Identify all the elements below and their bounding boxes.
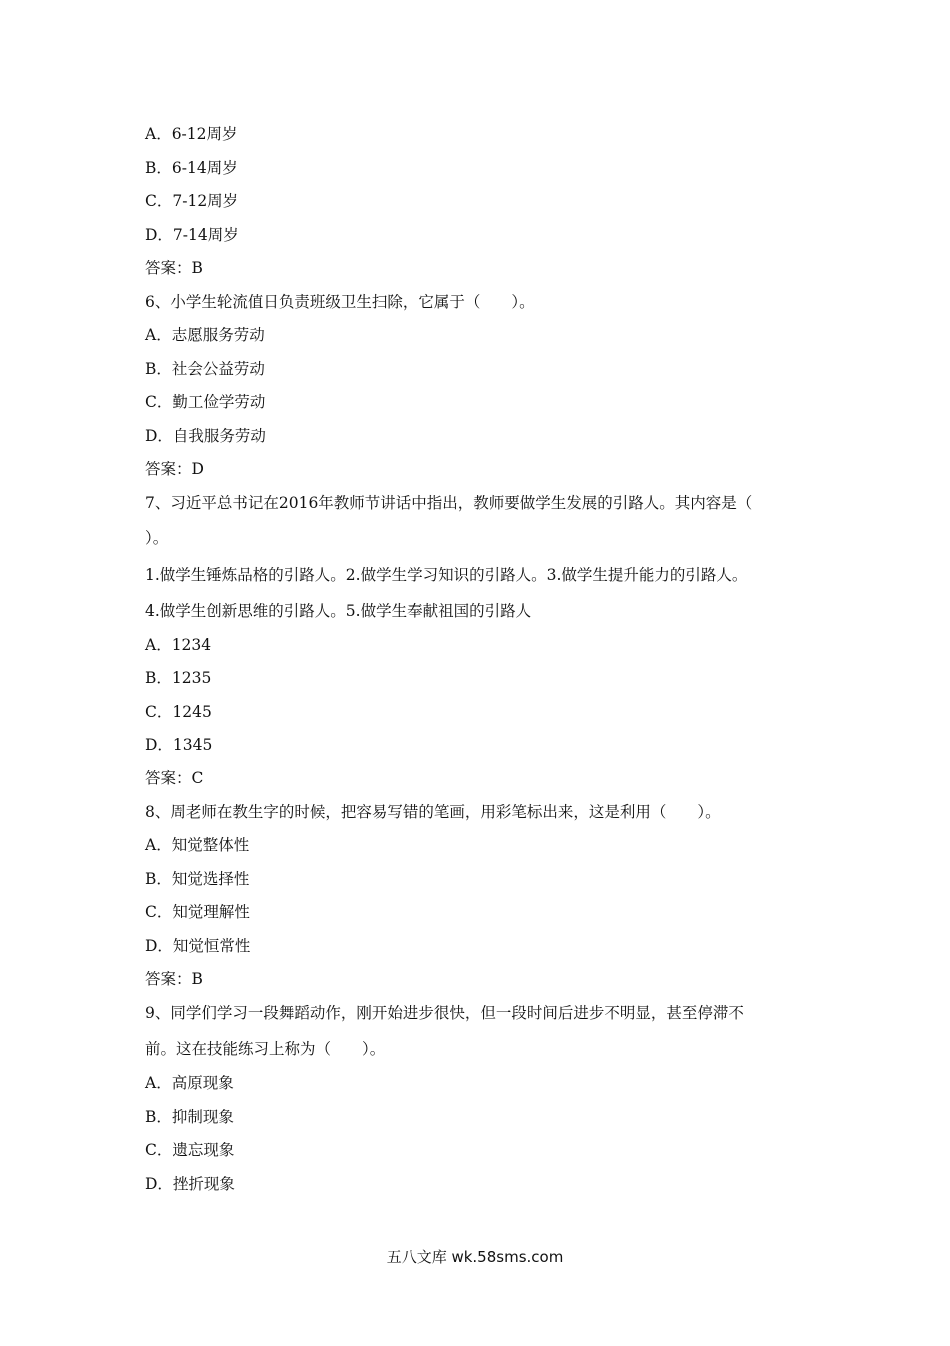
option-c: C．7-12周岁 <box>145 192 239 210</box>
answer: 答案：B <box>145 970 203 988</box>
option-a: A．1234 <box>145 636 212 654</box>
option-a: A．高原现象 <box>145 1074 234 1092</box>
option-b: B．知觉选择性 <box>145 870 250 888</box>
answer: 答案：D <box>145 460 204 478</box>
option-c: C．勤工俭学劳动 <box>145 393 266 411</box>
page-footer: 五八文库 wk.58sms.com <box>386 1248 564 1266</box>
question-7: 7、习近平总书记在2016年教师节讲话中指出，教师要做学生发展的引路人。其内容是（ <box>145 494 753 512</box>
option-b: B．1235 <box>145 669 212 687</box>
option-d: D．7-14周岁 <box>145 226 239 244</box>
answer: 答案：C <box>145 769 204 787</box>
option-b: B．抑制现象 <box>145 1108 234 1126</box>
option-a: A．知觉整体性 <box>145 836 250 854</box>
option-d: D．1345 <box>145 736 213 754</box>
question-6: 6、小学生轮流值日负责班级卫生扫除，它属于（ ）。 <box>145 293 535 311</box>
option-d: D．挫折现象 <box>145 1175 235 1193</box>
question-8: 8、周老师在教生字的时候，把容易写错的笔画，用彩笔标出来，这是利用（ ）。 <box>145 803 721 821</box>
option-a: A．6-12周岁 <box>145 125 238 143</box>
question-7-statements: 1.做学生锤炼品格的引路人。2.做学生学习知识的引路人。3.做学生提升能力的引路人。 <box>145 566 748 584</box>
option-c: C．知觉理解性 <box>145 903 250 921</box>
answer: 答案：B <box>145 259 203 277</box>
question-9-continued: 前。这在技能练习上称为（ ）。 <box>145 1040 386 1058</box>
option-c: C．遗忘现象 <box>145 1141 235 1159</box>
option-b: B．6-14周岁 <box>145 159 238 177</box>
question-7-statements-continued: 4.做学生创新思维的引路人。5.做学生奉献祖国的引路人 <box>145 602 532 620</box>
option-b: B．社会公益劳动 <box>145 360 265 378</box>
option-c: C．1245 <box>145 703 212 721</box>
option-d: D．自我服务劳动 <box>145 427 266 445</box>
option-d: D．知觉恒常性 <box>145 937 251 955</box>
option-a: A．志愿服务劳动 <box>145 326 265 344</box>
question-9: 9、同学们学习一段舞蹈动作，刚开始进步很快，但一段时间后进步不明显，甚至停滞不 <box>145 1004 744 1022</box>
question-7-continued: ）。 <box>145 529 169 547</box>
